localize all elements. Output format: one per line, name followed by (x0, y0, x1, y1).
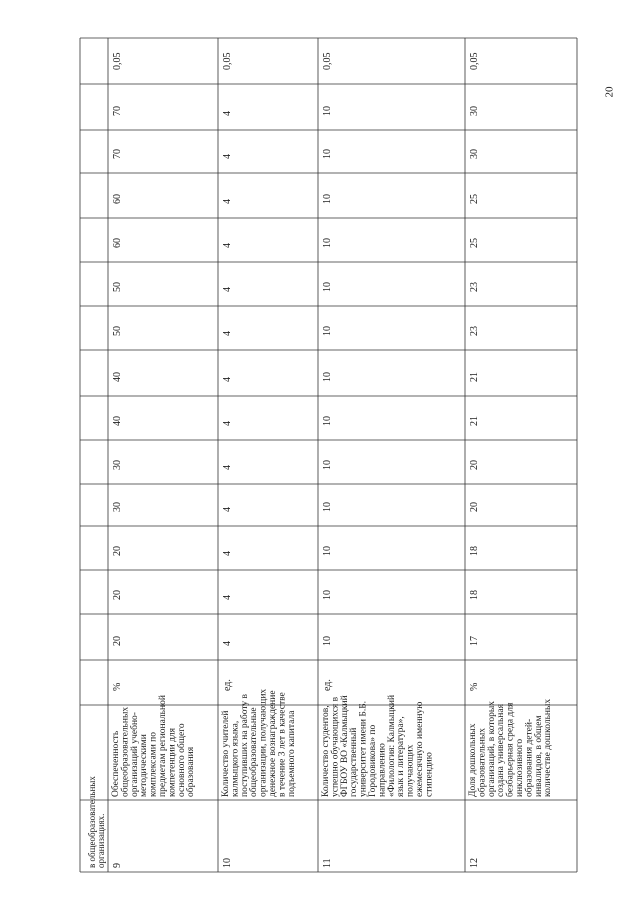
page-number: 20 (603, 86, 616, 98)
indicator-text: успешно обучающихся в (330, 696, 341, 797)
indicator-text: университет имени Б.Б. (358, 700, 369, 797)
value-text: 4 (222, 199, 233, 204)
value-text: 4 (222, 111, 233, 116)
value-text: 4 (222, 287, 233, 292)
indicator-text: создана универсальная (496, 704, 507, 797)
indicator-text: комплексами по (148, 732, 159, 797)
indicator-text: ежемесячную именную (415, 701, 425, 797)
value-text: 4 (222, 154, 233, 159)
value-text: 0,05 (112, 52, 123, 70)
value-text: 20 (112, 636, 123, 646)
value-text: 10 (322, 636, 333, 646)
value-text: 4 (222, 377, 233, 382)
value-text: 4 (222, 465, 233, 470)
value-text: 21 (469, 416, 480, 426)
indicator-text: образования (186, 746, 197, 797)
value-text: 10 (322, 326, 333, 336)
indicator-text: калмыцкого языка, (230, 720, 241, 797)
value-text: 30 (469, 149, 480, 159)
value-text: 25 (469, 238, 480, 248)
value-text: 50 (112, 282, 123, 292)
value-text: 70 (112, 149, 123, 159)
indicator-text: в течение 3 лет в качестве (277, 692, 288, 797)
indicator-text: направлению (377, 743, 388, 797)
unit-text: % (469, 682, 480, 691)
value-text: 10 (322, 282, 333, 292)
row-number: 9 (112, 863, 123, 868)
row-number: 12 (469, 858, 480, 868)
indicator-text: образовательных (477, 728, 488, 797)
indicator-text: безбарьерная среда для (505, 702, 516, 797)
value-text: 4 (222, 331, 233, 336)
row-number: 11 (322, 858, 333, 868)
value-text: 4 (222, 243, 233, 248)
indicator-text: основного общего (176, 723, 187, 797)
value-text: 10 (322, 149, 333, 159)
value-text: 17 (469, 636, 480, 646)
indicator-text: инвалидов, в общем (533, 715, 544, 797)
value-text: 4 (222, 641, 233, 646)
indicator-text: «Филология: Калмыцкий (386, 694, 397, 797)
value-text: 23 (469, 282, 480, 292)
value-text: 30 (112, 460, 123, 470)
value-text: 50 (112, 326, 123, 336)
value-text: 10 (322, 590, 333, 600)
indicator-text: получающих (405, 744, 416, 797)
value-text: 40 (112, 416, 123, 426)
indicator-text: государственный (349, 727, 360, 797)
value-text: 4 (222, 595, 233, 600)
indicator-text: язык и литература», (396, 716, 407, 797)
value-text: 60 (112, 238, 123, 248)
value-text: 4 (222, 507, 233, 512)
value-text: 20 (469, 502, 480, 512)
indicator-text: предметам региональной (158, 695, 168, 797)
unit-text: ед. (222, 679, 233, 691)
value-text: 4 (222, 421, 233, 426)
value-text: 10 (322, 502, 333, 512)
unit-text: % (112, 682, 123, 691)
indicator-text: инклюзивного (515, 738, 525, 797)
value-text: 10 (322, 460, 333, 470)
value-text: 20 (469, 460, 480, 470)
value-text: 10 (322, 238, 333, 248)
indicator-text: ФГБОУ ВО «Калмыцкий (339, 695, 350, 797)
value-text: 30 (112, 502, 123, 512)
value-text: 0,05 (222, 52, 233, 70)
value-text: 20 (112, 546, 123, 556)
indicator-text: организации, получающих (258, 688, 269, 797)
value-text: 21 (469, 372, 480, 382)
indicator-text: общеобразовательных (120, 706, 131, 797)
value-text: 30 (469, 106, 480, 116)
value-text: 10 (322, 372, 333, 382)
indicator-text: Обеспеченность (111, 730, 121, 797)
indicator-text: Доля дошкольных (468, 723, 478, 797)
indicator-text: Количество учителей (221, 710, 231, 797)
indicator-text: денежное вознаграждение (268, 690, 278, 797)
previous-row-text: организациях. (96, 813, 106, 868)
indicator-text: Городовикова» по (368, 724, 378, 797)
value-text: 4 (222, 551, 233, 556)
value-text: 10 (322, 546, 333, 556)
value-text: 23 (469, 326, 480, 336)
indicator-text: образования детей- (524, 718, 535, 797)
value-text: 0,05 (469, 52, 480, 70)
indicator-text: поступивших на работу в (239, 694, 250, 797)
value-text: 70 (112, 106, 123, 116)
indicator-text: количестве дошкольных (543, 698, 554, 797)
indicator-text: Количество студентов, (321, 705, 331, 797)
indicator-text: организаций учебно- (129, 712, 140, 797)
value-text: 18 (469, 590, 480, 600)
value-text: 10 (322, 416, 333, 426)
unit-text: ед. (322, 679, 333, 691)
value-text: 18 (469, 546, 480, 556)
value-text: 25 (469, 194, 480, 204)
indicator-text: стипендию (424, 752, 435, 797)
row-number: 10 (222, 858, 233, 868)
value-text: 0,05 (322, 52, 333, 70)
indicator-text: организаций, в которых (486, 700, 497, 797)
indicator-text: общеобразовательные (249, 707, 260, 797)
indicator-text: подъемного капитала (286, 710, 297, 797)
value-text: 60 (112, 194, 123, 204)
indicator-text: методическими (139, 734, 150, 797)
indicator-text: компетенции для (167, 727, 178, 797)
value-text: 10 (322, 194, 333, 204)
value-text: 10 (322, 106, 333, 116)
previous-row-text: в общеобразовательных (87, 776, 97, 868)
value-text: 40 (112, 372, 123, 382)
value-text: 20 (112, 590, 123, 600)
